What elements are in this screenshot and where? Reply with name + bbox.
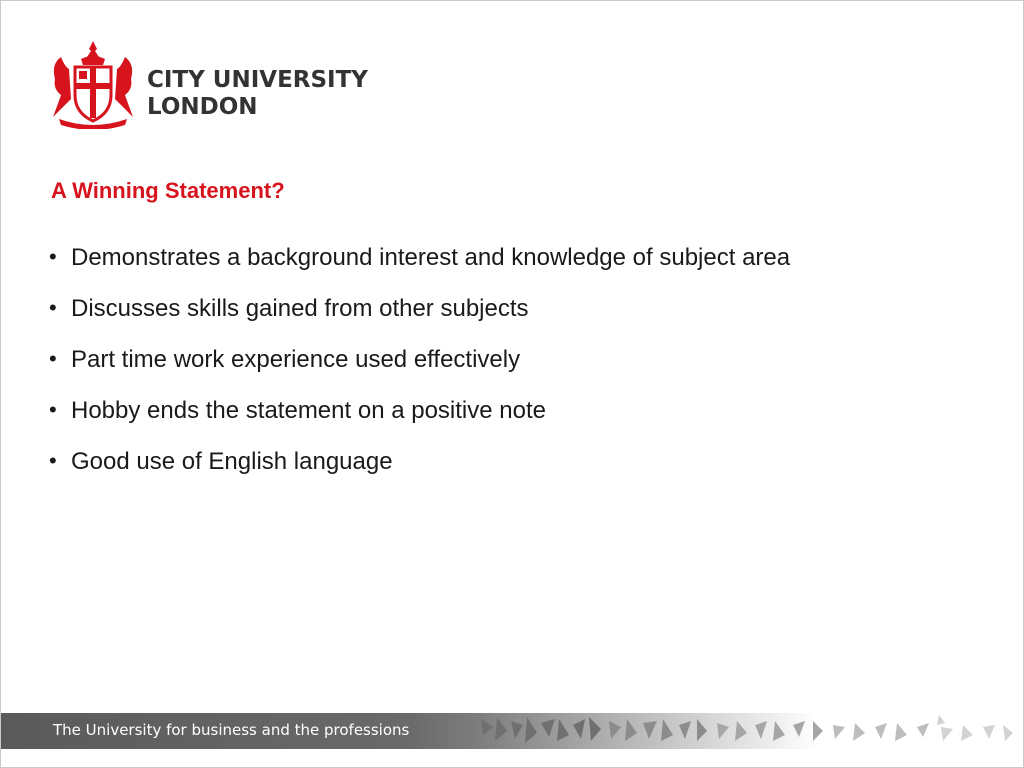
bullet-item — [49, 448, 790, 499]
bullet-item — [49, 397, 790, 448]
footer-tagline: The University for business and the professions — [53, 721, 410, 739]
footer-band — [1, 713, 1023, 749]
slide-title: A Winning Statement? — [51, 178, 285, 203]
bullet-text: Demonstrates a background interest and knowledge of subject area — [71, 244, 791, 271]
bullet-item — [49, 346, 790, 397]
university-logo — [51, 39, 381, 131]
wordmark-line-1: CITY UNIVERSITY — [147, 67, 368, 93]
decorative-pattern-icon — [471, 713, 1023, 749]
bullet-dot: • — [49, 346, 57, 371]
bullet-text: Part time work experience used effectively — [71, 346, 521, 373]
bullet-dot: • — [49, 397, 57, 422]
bullet-dot: • — [49, 295, 57, 320]
bullet-dot: • — [49, 448, 57, 473]
bullet-item — [49, 295, 790, 346]
bullet-dot: • — [49, 244, 57, 269]
bullet-text: Discusses skills gained from other subjects — [71, 295, 529, 322]
wordmark-line-2: LONDON — [147, 94, 258, 120]
bullet-item — [49, 244, 790, 295]
bullet-text: Good use of English language — [71, 448, 393, 475]
bullet-list — [49, 244, 790, 499]
university-wordmark — [147, 67, 368, 121]
bullet-text: Hobby ends the statement on a positive note — [71, 397, 546, 424]
city-university-crest-icon — [51, 39, 135, 129]
